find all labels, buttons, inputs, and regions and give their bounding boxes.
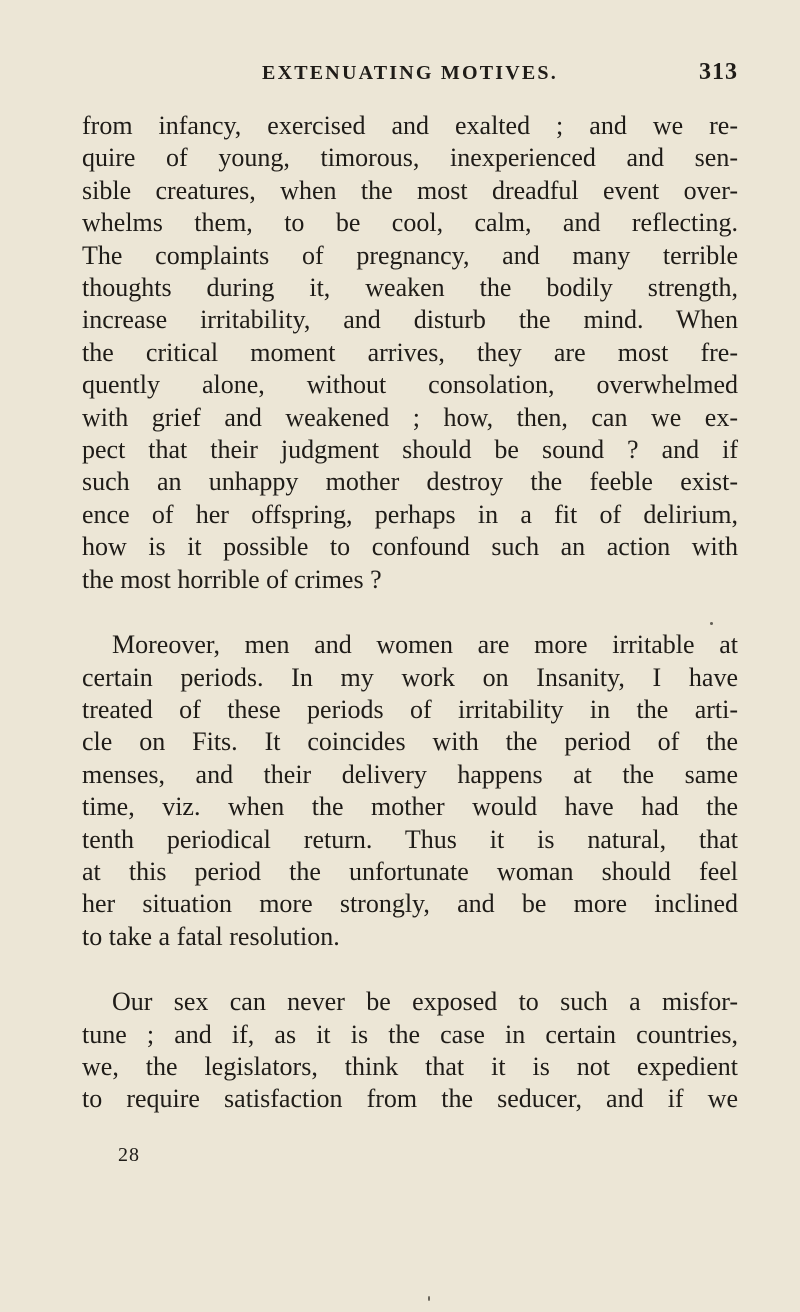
text-line: time, viz. when the mother would have had the bbox=[82, 792, 738, 822]
body-text bbox=[82, 110, 738, 1116]
text-line: her situation more strongly, and be more inclined bbox=[82, 889, 738, 919]
text-line: the most horrible of crimes ? bbox=[82, 564, 382, 594]
ink-speck bbox=[710, 622, 713, 625]
text-line: treated of these periods of irritability in the arti- bbox=[82, 694, 738, 724]
text-line: sible creatures, when the most dreadful event over- bbox=[82, 175, 738, 205]
text-line: to require satisfaction from the seducer, and if we bbox=[82, 1084, 738, 1114]
text-line: from infancy, exercised and exalted ; and we re- bbox=[82, 111, 738, 140]
text-line: The complaints of pregnancy, and many terrible bbox=[82, 240, 738, 270]
text-line: certain periods. In my work on Insanity, I have bbox=[82, 662, 738, 692]
paragraph-3 bbox=[82, 986, 738, 1116]
text-line: such an unhappy mother destroy the feeble exist- bbox=[82, 467, 738, 497]
text-line: at this period the unfortunate woman should feel bbox=[82, 856, 738, 886]
text-line: menses, and their delivery happens at the same bbox=[82, 759, 738, 789]
text-line: Our sex can never be exposed to such a misfor- bbox=[112, 987, 738, 1017]
paragraph-2 bbox=[82, 629, 738, 953]
signature-mark: 28 bbox=[118, 1144, 140, 1166]
paragraph-gap bbox=[82, 596, 738, 629]
text-line: how is it possible to confound such an action with bbox=[82, 532, 738, 562]
text-line: Moreover, men and women are more irritable at bbox=[112, 630, 738, 660]
text-line: whelms them, to be cool, calm, and reflecting. bbox=[82, 208, 738, 238]
text-line: tenth periodical return. Thus it is natural, that bbox=[82, 824, 738, 854]
text-line: we, the legislators, think that it is not expedient bbox=[82, 1051, 738, 1081]
ink-speck bbox=[428, 1296, 430, 1301]
text-line: increase irritability, and disturb the mind. When bbox=[82, 305, 738, 335]
text-line: tune ; and if, as it is the case in certain countries, bbox=[82, 1019, 738, 1049]
text-line: quently alone, without consolation, overwhelmed bbox=[82, 370, 738, 400]
running-head bbox=[82, 59, 738, 94]
text-line: with grief and weakened ; how, then, can we ex- bbox=[82, 402, 738, 432]
text-line: cle on Fits. It coincides with the period of the bbox=[82, 727, 738, 757]
text-line: pect that their judgment should be sound ? and if bbox=[82, 435, 738, 465]
text-line: to take a fatal resolution. bbox=[82, 921, 340, 951]
text-line: thoughts during it, weaken the bodily strength, bbox=[82, 273, 738, 303]
text-line: ence of her offspring, perhaps in a fit of delirium, bbox=[82, 499, 738, 529]
text-line: quire of young, timorous, inexperienced and sen- bbox=[82, 143, 738, 173]
text-line: the critical moment arrives, they are most fre- bbox=[82, 337, 738, 367]
paragraph-1 bbox=[82, 110, 738, 596]
page-number: 313 bbox=[699, 59, 738, 85]
running-title: EXTENUATING MOTIVES. bbox=[262, 62, 558, 84]
paragraph-gap bbox=[82, 953, 738, 986]
